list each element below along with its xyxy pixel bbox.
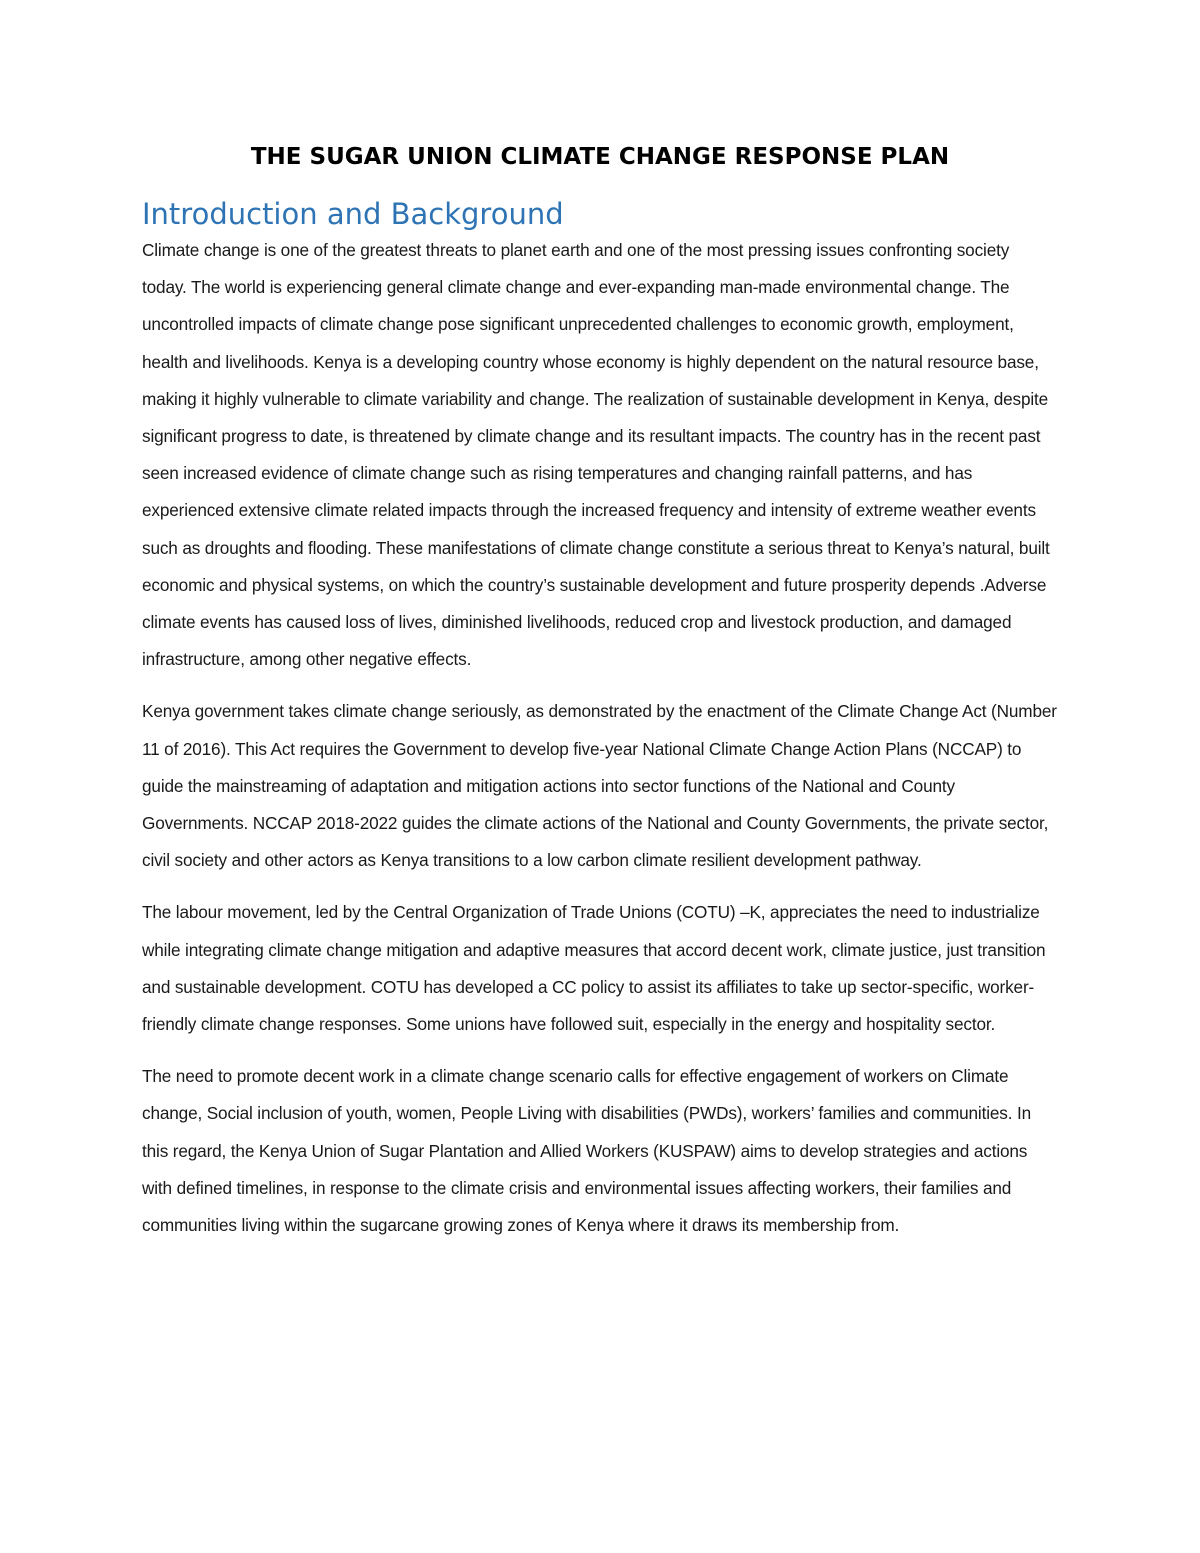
paragraph-decent-work: The need to promote decent work in a climate change scenario calls for effective engagement of workers on Climate change, Social inclusion of youth, women, People Living with disabilities (PWDs), workers’ families and communities. In this regard, the Kenya Union of Sugar Plantation and Allied Workers (KUSPAW) aims to develop strategies and actions with defined timelines, in response to the climate crisis and environmental issues affecting workers, their families and communities living within the sugarcane growing zones of Kenya where it draws its membership from. — [142, 1066, 1032, 1236]
section-heading-introduction: Introduction and Background — [142, 197, 564, 231]
paragraph-labour-movement: The labour movement, led by the Central Organization of Trade Unions (COTU) –K, appreciates the need to industrialize while integrating climate change mitigation and adaptive measures that accord decent work, climate justice, just transition and sustainable development. COTU has developed a CC policy to assist its affiliates to take up sector-specific, worker-friendly climate change responses. Some unions have followed suit, especially in the energy and hospitality sector. — [142, 902, 1046, 1035]
paragraph-kenya-government: Kenya government takes climate change seriously, as demonstrated by the enactment of the Climate Change Act (Number 11 of 2016). This Act requires the Government to develop five-year National Climate Change Action Plans (NCCAP) to guide the mainstreaming of adaptation and mitigation actions into sector functions of the National and County Governments. NCCAP 2018-2022 guides the climate actions of the National and County Governments, the private sector, civil society and other actors as Kenya transitions to a low carbon climate resilient development pathway. — [142, 701, 1057, 871]
document-body — [142, 142, 1058, 1244]
paragraph-climate-threats: Climate change is one of the greatest threats to planet earth and one of the most pressing issues confronting society today. The world is experiencing general climate change and ever-expanding man-made environmental change. The uncontrolled impacts of climate change pose significant unprecedented challenges to economic growth, employment, health and livelihoods. Kenya is a developing country whose economy is highly dependent on the natural resource base, making it highly vulnerable to climate variability and change. The realization of sustainable development in Kenya, despite significant progress to date, is threatened by climate change and its resultant impacts. The country has in the recent past seen increased evidence of climate change such as rising temperatures and changing rainfall patterns, and has experienced extensive climate related impacts through the increased frequency and intensity of extreme weather events such as droughts and flooding. These manifestations of climate change constitute a serious threat to Kenya’s natural, built economic and physical systems, on which the country’s sustainable development and future prosperity depends .Adverse climate events has caused loss of lives, diminished livelihoods, reduced crop and livestock production, and damaged infrastructure, among other negative effects. — [142, 240, 1050, 670]
document-title: THE SUGAR UNION CLIMATE CHANGE RESPONSE PLAN — [250, 144, 950, 170]
